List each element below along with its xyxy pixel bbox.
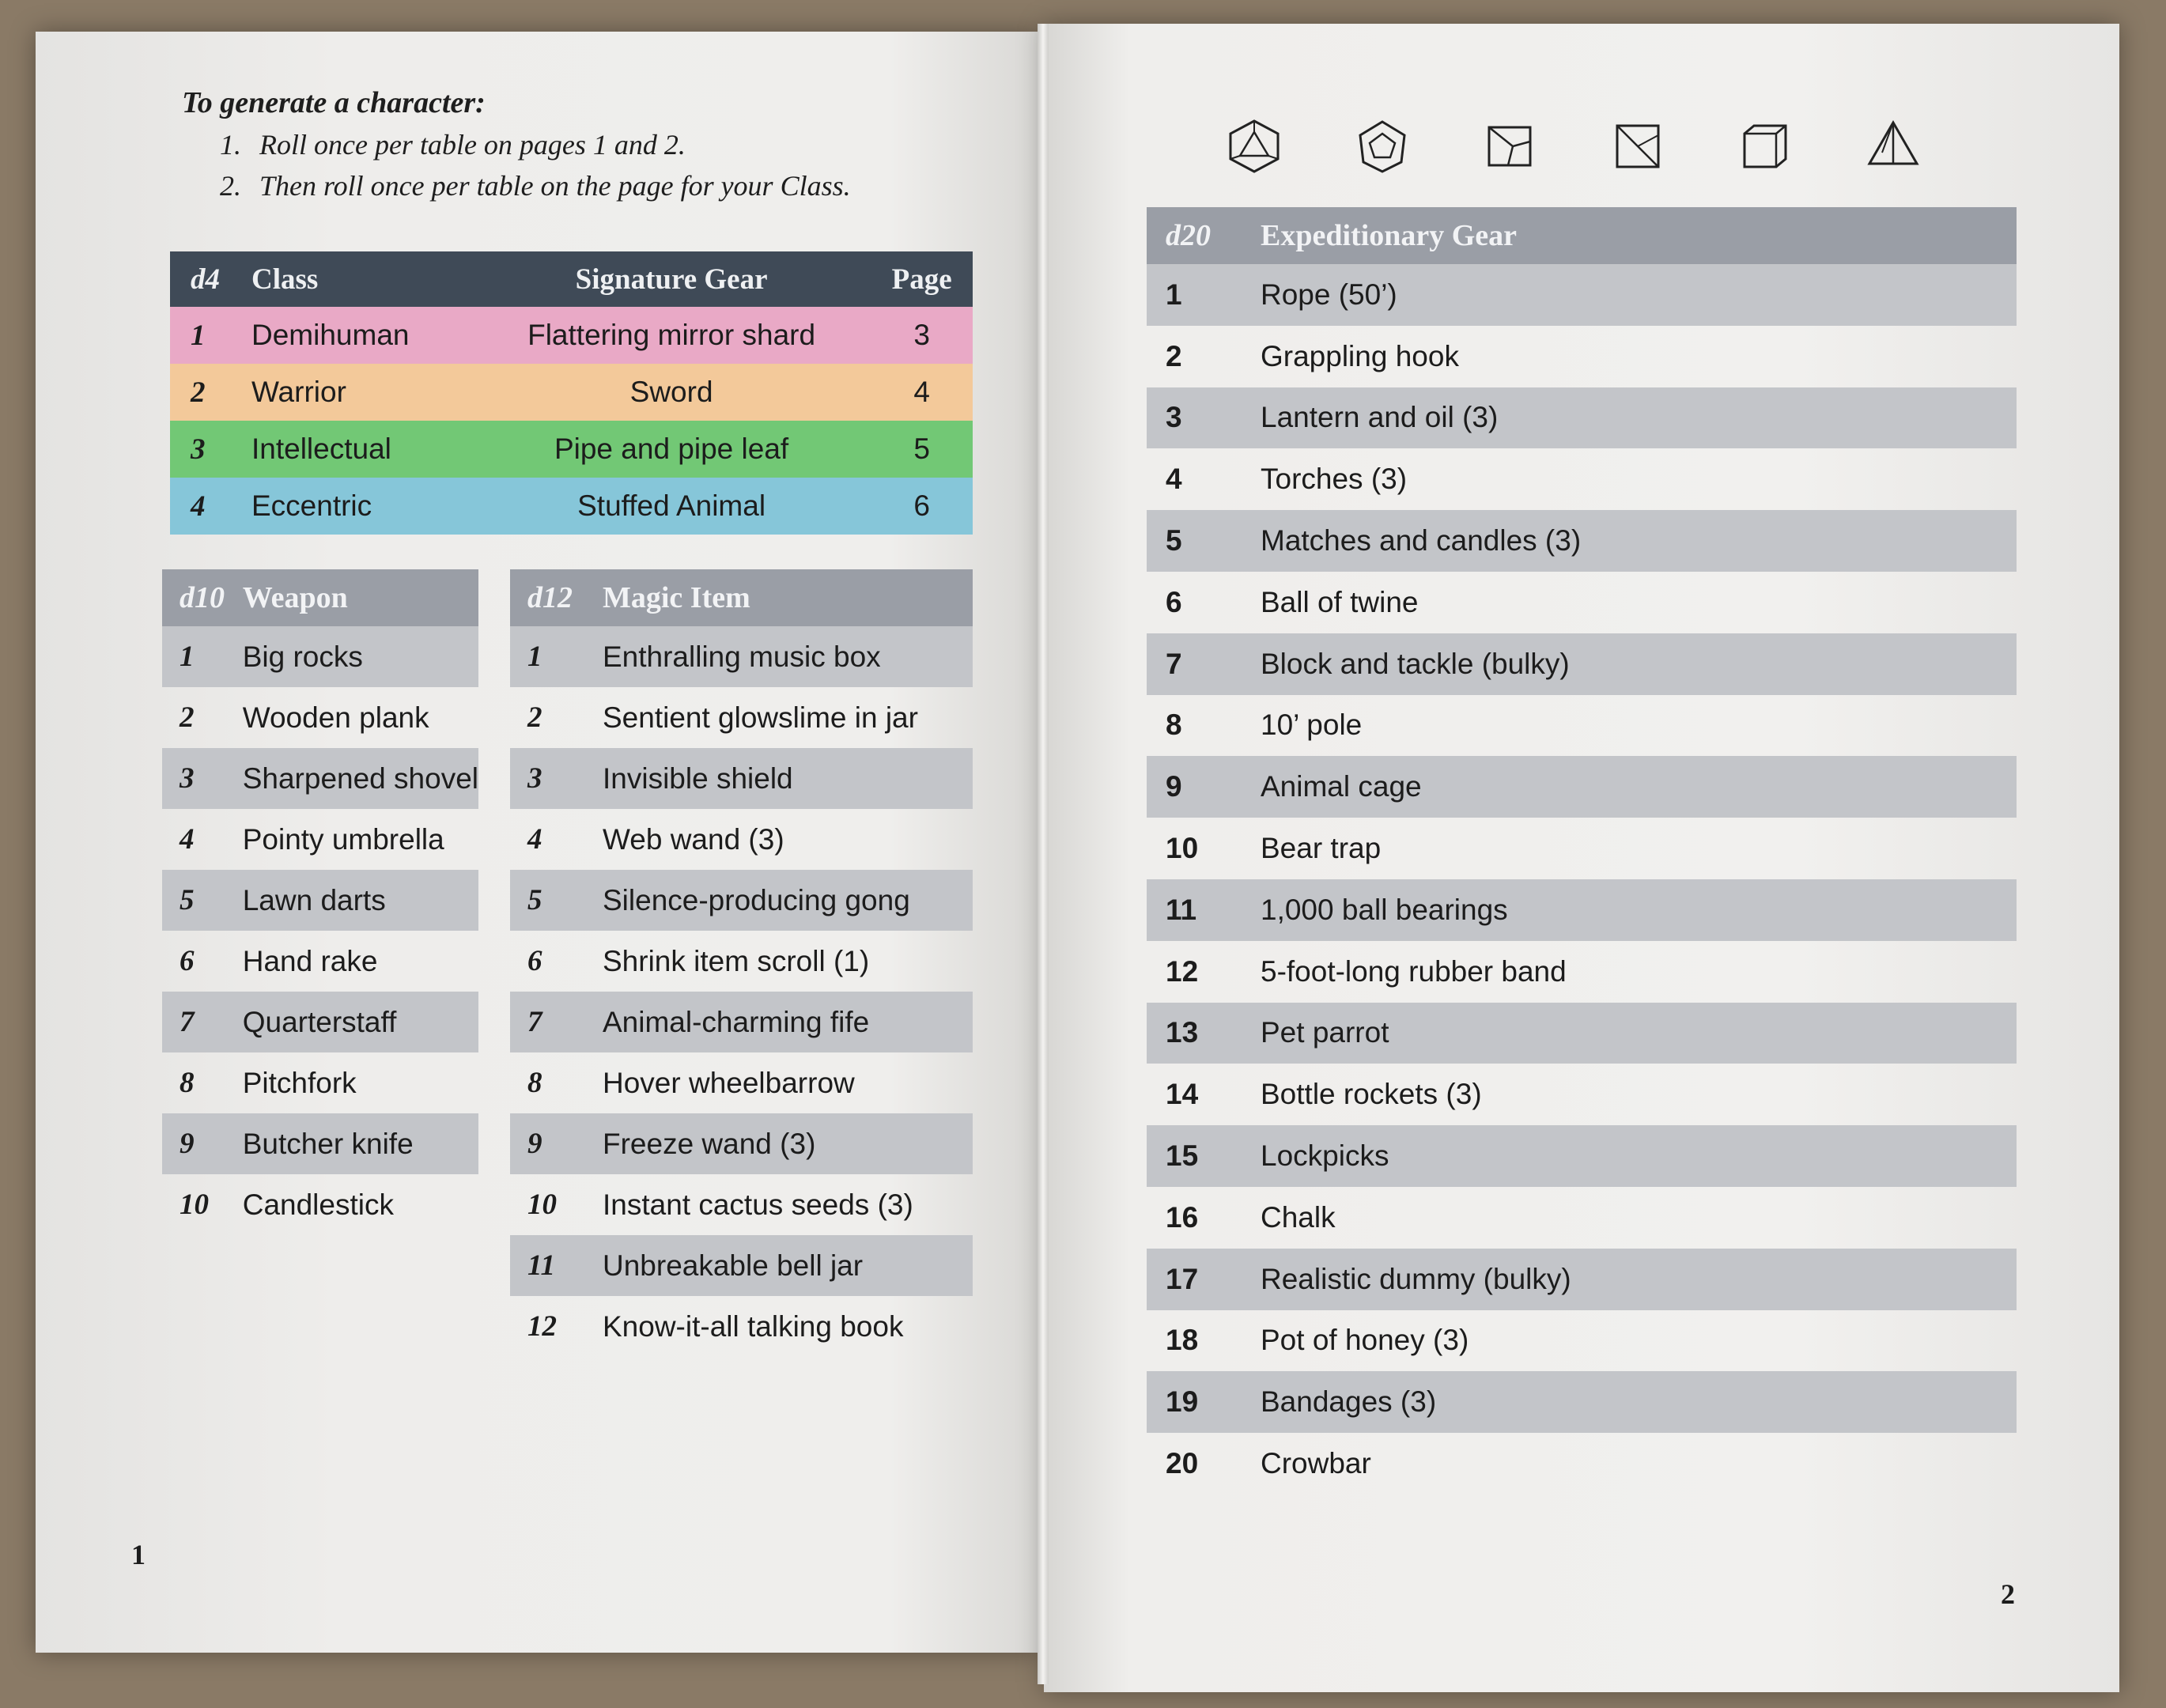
- die-type-header: d10: [162, 569, 243, 626]
- roll-number: 4: [527, 823, 542, 856]
- item-name: Ball of twine: [1261, 585, 1419, 618]
- roll-number: 10: [527, 1188, 557, 1221]
- item-name: Instant cactus seeds (3): [603, 1188, 913, 1221]
- table-row: [510, 1235, 973, 1296]
- roll-number: 5: [1147, 510, 1261, 572]
- roll-number: 3: [1147, 387, 1261, 449]
- item-name: Butcher knife: [243, 1113, 478, 1174]
- item-name: Realistic dummy (bulky): [1261, 1249, 2017, 1310]
- table-row: [510, 809, 973, 870]
- instructions: [182, 85, 851, 202]
- item-name: Pet parrot: [1261, 1003, 2017, 1064]
- class-page: 4: [913, 376, 930, 408]
- table-row: [162, 1113, 478, 1174]
- class-gear: Flattering mirror shard: [527, 319, 816, 351]
- weapon-table: [162, 569, 478, 1235]
- table-row: [510, 1174, 973, 1235]
- table-row: [1147, 1187, 2017, 1249]
- roll-number: 5: [510, 870, 603, 931]
- item-name: Invisible shield: [603, 748, 973, 809]
- item-name: Big rocks: [243, 626, 478, 687]
- item-name: Block and tackle (bulky): [1261, 633, 2017, 695]
- table-row: [510, 992, 973, 1052]
- page-header: Page: [871, 251, 973, 307]
- die-type-header: d20: [1147, 207, 1261, 264]
- class-die-header: d4: [170, 251, 251, 307]
- table-row: [1147, 879, 2017, 941]
- item-name: Web wand (3): [603, 822, 784, 856]
- item-name: Pitchfork: [242, 1066, 357, 1099]
- item-name: Sentient glowslime in jar: [603, 701, 918, 734]
- roll-number: 14: [1166, 1078, 1199, 1111]
- class-roll: 1: [191, 319, 206, 352]
- class-row: [170, 478, 973, 535]
- item-name: Crowbar: [1261, 1447, 1371, 1480]
- table-row: [1147, 1371, 2017, 1433]
- roll-number: 12: [527, 1310, 557, 1343]
- table-title: Magic Item: [603, 569, 973, 626]
- roll-number: 18: [1166, 1324, 1199, 1357]
- item-name: Wooden plank: [242, 701, 429, 734]
- class-row: [170, 307, 973, 364]
- item-name: Chalk: [1261, 1200, 1336, 1234]
- table-header: [510, 569, 973, 626]
- item-name: Animal-charming fife: [603, 992, 973, 1052]
- class-gear: Pipe and pipe leaf: [554, 433, 789, 465]
- class-row: [170, 364, 973, 421]
- dice-icons: [1226, 115, 1922, 178]
- item-name: Shrink item scroll (1): [603, 944, 870, 977]
- d20-icon: [1226, 118, 1283, 175]
- table-row: [1147, 326, 2017, 387]
- item-name: Lockpicks: [1261, 1125, 2017, 1187]
- item-name: Bottle rockets (3): [1261, 1078, 1482, 1111]
- table-title: Expeditionary Gear: [1261, 207, 2017, 264]
- table-row: [510, 931, 973, 992]
- table-row: [1147, 1064, 2017, 1125]
- item-name: Freeze wand (3): [603, 1113, 973, 1174]
- roll-number: 9: [162, 1113, 243, 1174]
- roll-number: 9: [1147, 756, 1261, 818]
- roll-number: 7: [510, 992, 603, 1052]
- table-row: [1147, 572, 2017, 633]
- instruction-step: 1. Roll once per table on pages 1 and 2.: [220, 129, 686, 161]
- roll-number: 11: [1147, 879, 1261, 941]
- item-name: Bandages (3): [1261, 1371, 2017, 1433]
- table-row: [510, 1296, 973, 1357]
- roll-number: 6: [527, 945, 542, 977]
- class-name: Demihuman: [251, 319, 410, 351]
- d12-icon: [1354, 118, 1411, 175]
- item-name: Sharpened shovel: [243, 748, 478, 809]
- table-row: [1147, 695, 2017, 757]
- roll-number: 8: [1166, 709, 1182, 742]
- item-name: Grappling hook: [1261, 339, 1459, 372]
- item-name: Know-it-all talking book: [603, 1309, 904, 1343]
- table-row: [162, 870, 478, 931]
- instructions-steps: [182, 128, 851, 202]
- d4-icon: [1865, 118, 1922, 175]
- class-gear: Sword: [629, 376, 713, 408]
- roll-number: 7: [1147, 633, 1261, 695]
- table-row: [1147, 510, 2017, 572]
- roll-number: 1: [162, 626, 243, 687]
- table-row: [162, 1174, 478, 1235]
- item-name: Candlestick: [242, 1188, 394, 1221]
- item-name: Rope (50’): [1261, 264, 2017, 326]
- expeditionary-gear-table: [1147, 207, 2017, 1494]
- item-name: Silence-producing gong: [603, 870, 973, 931]
- roll-number: 8: [527, 1067, 542, 1099]
- roll-number: 3: [510, 748, 603, 809]
- table-row: [510, 748, 973, 809]
- item-name: Unbreakable bell jar: [603, 1235, 973, 1296]
- table-row: [162, 931, 478, 992]
- class-roll: 4: [191, 489, 206, 523]
- roll-number: 7: [162, 992, 243, 1052]
- class-roll: 3: [191, 433, 206, 466]
- roll-number: 10: [1166, 832, 1199, 865]
- table-row: [162, 992, 478, 1052]
- d8-icon: [1609, 118, 1666, 175]
- roll-number: 1: [1147, 264, 1261, 326]
- table-row: [510, 1052, 973, 1113]
- item-name: Pointy umbrella: [242, 822, 444, 856]
- table-row: [1147, 1003, 2017, 1064]
- table-row: [1147, 448, 2017, 510]
- item-name: Torches (3): [1261, 463, 1408, 496]
- roll-number: 6: [180, 945, 195, 977]
- die-type-header: d12: [510, 569, 603, 626]
- table-row: [162, 1052, 478, 1113]
- item-name: Hover wheelbarrow: [603, 1066, 855, 1099]
- item-name: Quarterstaff: [243, 992, 478, 1052]
- table-row: [162, 626, 478, 687]
- d10-icon: [1481, 118, 1538, 175]
- magic-item-table: [510, 569, 973, 1357]
- table-title: Weapon: [243, 569, 478, 626]
- table-row: [1147, 1125, 2017, 1187]
- item-name: Lawn darts: [243, 870, 478, 931]
- table-row: [162, 687, 478, 748]
- table-row: [1147, 1310, 2017, 1372]
- roll-number: 6: [1166, 585, 1182, 618]
- instruction-step: 2. Then roll once per table on the page for your Class.: [220, 170, 851, 202]
- table-row: [1147, 756, 2017, 818]
- class-page: 6: [913, 489, 930, 522]
- roll-number: 11: [510, 1235, 603, 1296]
- class-header: Class: [251, 251, 472, 307]
- item-name: Hand rake: [242, 944, 378, 977]
- item-name: Enthralling music box: [603, 626, 973, 687]
- table-row: [1147, 941, 2017, 1003]
- table-row: [1147, 387, 2017, 449]
- roll-number: 8: [180, 1067, 195, 1099]
- table-row: [1147, 633, 2017, 695]
- page-number-left: 1: [131, 1539, 146, 1570]
- roll-number: 4: [180, 823, 195, 856]
- d6-icon: [1737, 118, 1794, 175]
- roll-number: 2: [527, 701, 542, 734]
- roll-number: 19: [1147, 1371, 1261, 1433]
- table-row: [510, 626, 973, 687]
- class-roll: 2: [191, 376, 206, 409]
- roll-number: 17: [1147, 1249, 1261, 1310]
- table-row: [1147, 818, 2017, 879]
- table-header: [162, 569, 478, 626]
- roll-number: 16: [1166, 1200, 1199, 1234]
- item-name: Lantern and oil (3): [1261, 387, 2017, 449]
- item-name: 1,000 ball bearings: [1261, 879, 2017, 941]
- table-row: [510, 1113, 973, 1174]
- class-name: Warrior: [251, 376, 346, 408]
- table-row: [1147, 1249, 2017, 1310]
- roll-number: 13: [1147, 1003, 1261, 1064]
- booklet-spine: [1038, 24, 1049, 1684]
- roll-number: 20: [1166, 1447, 1199, 1480]
- table-row: [1147, 1433, 2017, 1494]
- class-table: [170, 251, 973, 535]
- class-page: 5: [913, 433, 930, 465]
- class-page: 3: [913, 319, 930, 351]
- table-header: [1147, 207, 2017, 264]
- item-name: Animal cage: [1261, 756, 2017, 818]
- signature-gear-header: Signature Gear: [472, 251, 871, 307]
- roll-number: 15: [1147, 1125, 1261, 1187]
- table-row: [162, 748, 478, 809]
- class-gear: Stuffed Animal: [577, 489, 766, 522]
- instructions-title: To generate a character:: [182, 86, 486, 119]
- roll-number: 12: [1166, 954, 1199, 988]
- class-row: [170, 421, 973, 478]
- table-row: [510, 687, 973, 748]
- item-name: 10’ pole: [1261, 709, 1363, 742]
- roll-number: 3: [162, 748, 243, 809]
- page-number-right: 2: [2001, 1578, 2015, 1610]
- item-name: Pot of honey (3): [1261, 1324, 1469, 1357]
- class-table-header: [170, 251, 973, 307]
- table-row: [162, 809, 478, 870]
- table-row: [1147, 264, 2017, 326]
- roll-number: 1: [510, 626, 603, 687]
- table-row: [510, 870, 973, 931]
- roll-number: 2: [180, 701, 195, 734]
- roll-number: 9: [510, 1113, 603, 1174]
- item-name: 5-foot-long rubber band: [1261, 954, 1567, 988]
- class-name: Intellectual: [251, 433, 391, 465]
- class-name: Eccentric: [251, 489, 372, 522]
- roll-number: 2: [1166, 339, 1182, 372]
- roll-number: 10: [180, 1188, 209, 1221]
- item-name: Matches and candles (3): [1261, 510, 2017, 572]
- roll-number: 5: [162, 870, 243, 931]
- roll-number: 4: [1166, 463, 1182, 496]
- item-name: Bear trap: [1261, 832, 1382, 865]
